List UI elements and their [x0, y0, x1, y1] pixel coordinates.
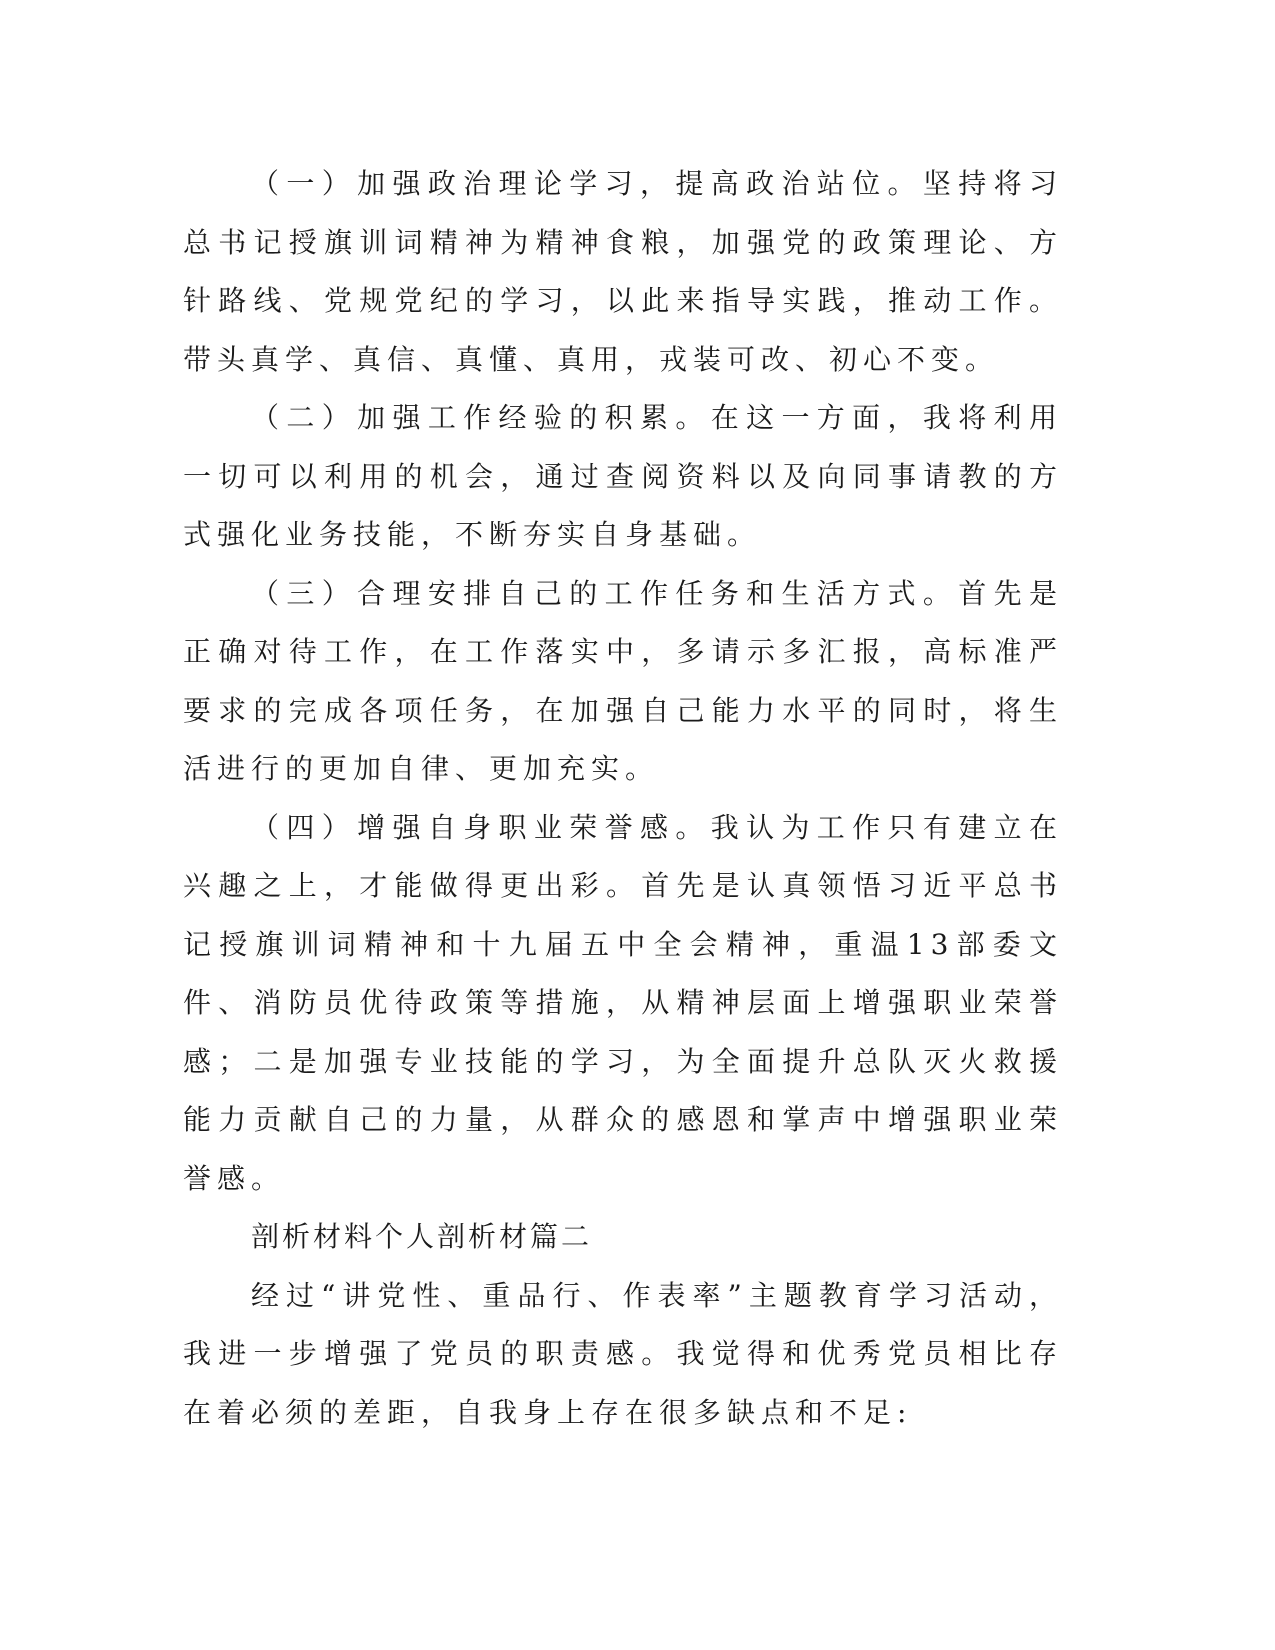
paragraph-work-life-arrangement: （三）合理安排自己的工作任务和生活方式。首先是正确对待工作，在工作落实中，多请示多汇报，高标准严要求的完成各项任务，在加强自己能力水平的同时，将生活进行的更加自律、更加充实。 [183, 576, 1063, 785]
paragraph-work-experience: （二）加强工作经验的积累。在这一方面，我将利用一切可以利用的机会，通过查阅资料以及向同事请教的方式强化业务技能，不断夯实自身基础。 [183, 401, 1063, 551]
section-title: 剖析材料个人剖析材篇二 [251, 1220, 593, 1253]
paragraph-professional-honor: （四）增强自身职业荣誉感。我认为工作只有建立在兴趣之上，才能做得更出彩。首先是认真领悟习近平总书记授旗训词精神和十九届五中全会精神，重温13部委文件、消防员优待政策等措施，从精神层面上增强职业荣誉感；二是加强专业技能的学习，为全面提升总队灭火救援能力贡献自己的力量，从群众的感恩和掌声中增强职业荣誉感。 [183, 810, 1063, 1195]
document-body [183, 155, 1063, 1442]
paragraph-political-study: （一）加强政治理论学习，提高政治站位。坚持将习总书记授旗训词精神为精神食粮，加强党的政策理论、方针路线、党规党纪的学习，以此来指导实践，推动工作。带头真学、真信、真懂、真用，戎装可改、初心不变。 [183, 167, 1063, 376]
paragraph-closing: 经过“讲党性、重品行、作表率”主题教育学习活动，我进一步增强了党员的职责感。我觉得和优秀党员相比存在着必须的差距，自我身上存在很多缺点和不足: [183, 1278, 1063, 1429]
